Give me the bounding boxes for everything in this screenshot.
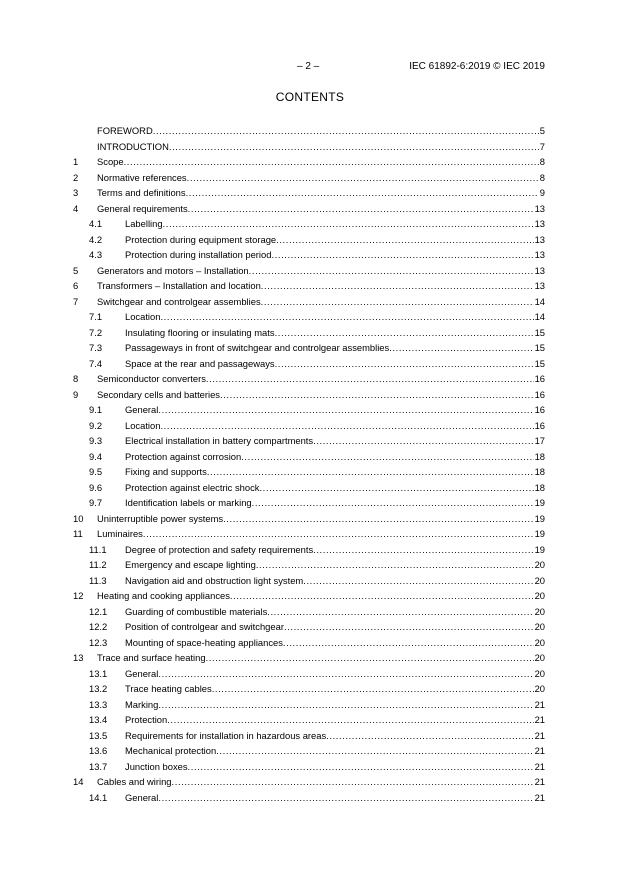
- toc-entry-title: Protection: [125, 714, 168, 725]
- toc-entry-page: 15: [534, 357, 545, 369]
- toc-entry-page: 8: [539, 156, 545, 167]
- toc-entry[interactable]: [73, 697, 545, 713]
- toc-entry-number: 9.7: [89, 497, 103, 508]
- toc-entry-number: 13.1: [89, 667, 108, 679]
- table-of-contents: [73, 123, 545, 805]
- toc-dot-leader: [284, 619, 534, 635]
- toc-dot-leader: [160, 309, 533, 325]
- toc-entry-title: Emergency and escape lighting: [125, 559, 256, 570]
- toc-dot-leader: [124, 154, 539, 170]
- toc-entry[interactable]: [73, 201, 545, 217]
- toc-entry-title: Protection during installation period: [125, 249, 272, 260]
- toc-entry-title: Mechanical protection: [125, 745, 217, 756]
- toc-entry-number: 7.1: [89, 311, 103, 322]
- toc-entry-title: Requirements for installation in hazardous areas: [125, 729, 327, 741]
- toc-entry-page: 17: [534, 435, 545, 446]
- toc-entry-number: 9.6: [89, 481, 103, 493]
- toc-entry[interactable]: [73, 573, 545, 589]
- toc-entry-number: 7.2: [89, 326, 103, 338]
- toc-dot-leader: [188, 759, 534, 775]
- toc-entry-number: 9.4: [89, 450, 103, 462]
- toc-entry-number: 2: [73, 171, 79, 183]
- toc-entry[interactable]: [73, 139, 545, 155]
- toc-entry-number: 11.3: [89, 574, 107, 586]
- toc-entry-number: 9.1: [89, 404, 103, 415]
- toc-entry[interactable]: [73, 526, 545, 542]
- toc-entry[interactable]: [73, 464, 545, 480]
- toc-dot-leader: [158, 790, 533, 806]
- toc-entry-title: INTRODUCTION: [97, 140, 169, 152]
- toc-entry[interactable]: [73, 247, 545, 263]
- toc-dot-leader: [267, 604, 533, 620]
- toc-entry[interactable]: [73, 185, 545, 201]
- toc-entry-title: Normative references: [97, 171, 187, 183]
- toc-entry-page: 20: [534, 574, 545, 586]
- toc-dot-leader: [172, 774, 534, 790]
- toc-entry-number: 14.1: [89, 791, 108, 803]
- toc-entry-page: 13: [534, 218, 545, 229]
- toc-entry-title: Generators and motors – Installation: [97, 264, 249, 276]
- toc-entry-number: 7.4: [89, 357, 103, 369]
- toc-entry-title: Insulating flooring or insulating mats: [125, 326, 275, 338]
- toc-entry-page: 21: [534, 745, 545, 756]
- toc-entry-page: 21: [534, 698, 545, 710]
- toc-dot-leader: [160, 418, 533, 434]
- toc-entry-title: Location: [125, 311, 161, 322]
- page-number: – 2 –: [297, 61, 320, 72]
- toc-entry[interactable]: [73, 387, 545, 403]
- toc-entry-number: 4: [73, 202, 79, 214]
- toc-entry-page: 19: [534, 512, 545, 524]
- toc-dot-leader: [259, 480, 533, 496]
- toc-dot-leader: [158, 402, 533, 418]
- toc-entry-title: Trace and surface heating: [97, 652, 206, 663]
- toc-entry-number: 4.2: [89, 233, 103, 245]
- toc-entry[interactable]: [73, 340, 545, 356]
- toc-dot-leader: [283, 635, 534, 651]
- toc-entry-page: 20: [534, 559, 545, 570]
- toc-entry-title: Marking: [125, 698, 159, 710]
- toc-dot-leader: [223, 511, 533, 527]
- toc-entry[interactable]: [73, 433, 545, 449]
- toc-entry-title: Guarding of combustible materials: [125, 605, 268, 617]
- toc-entry-number: 12.3: [89, 636, 108, 648]
- toc-entry-page: 21: [534, 714, 545, 725]
- toc-entry-page: 16: [534, 419, 545, 431]
- toc-entry[interactable]: [73, 619, 545, 635]
- toc-dot-leader: [153, 123, 539, 139]
- toc-entry-page: 13: [534, 233, 545, 245]
- toc-entry-number: 7: [73, 295, 79, 307]
- toc-entry-number: 1: [73, 156, 79, 167]
- toc-entry[interactable]: [73, 216, 545, 232]
- toc-entry-number: 11: [73, 528, 83, 539]
- toc-entry[interactable]: [73, 759, 545, 775]
- page-header: [0, 61, 620, 75]
- toc-entry[interactable]: [73, 294, 545, 310]
- toc-entry-page: 20: [534, 605, 545, 617]
- toc-entry-title: General requirements: [97, 202, 188, 214]
- toc-dot-leader: [187, 170, 539, 186]
- toc-entry-title: Location: [125, 419, 161, 431]
- toc-dot-leader: [216, 743, 533, 759]
- toc-entry-page: 15: [534, 326, 545, 338]
- toc-entry[interactable]: [73, 402, 545, 418]
- toc-entry-page: 14: [534, 295, 545, 307]
- toc-entry[interactable]: [73, 371, 545, 387]
- toc-entry-page: 18: [534, 481, 545, 493]
- document-reference: IEC 61892-6:2019 © IEC 2019: [409, 61, 545, 72]
- toc-entry-title: Passageways in front of switchgear and controlgear assemblies: [125, 342, 390, 353]
- toc-entry[interactable]: [73, 495, 545, 511]
- toc-entry-number: 9.5: [89, 466, 103, 477]
- toc-dot-leader: [241, 449, 533, 465]
- toc-dot-leader: [206, 371, 534, 387]
- toc-entry[interactable]: [73, 170, 545, 186]
- toc-entry-page: 14: [534, 311, 545, 322]
- toc-dot-leader: [303, 573, 533, 589]
- toc-entry[interactable]: [73, 790, 545, 806]
- toc-dot-leader: [275, 356, 534, 372]
- toc-entry[interactable]: [73, 511, 545, 527]
- toc-entry-number: 4.1: [89, 218, 103, 229]
- toc-entry[interactable]: [73, 557, 545, 573]
- toc-entry[interactable]: [73, 542, 545, 558]
- toc-entry-page: 13: [534, 249, 545, 260]
- toc-dot-leader: [169, 139, 539, 155]
- toc-entry-number: 10: [73, 512, 84, 524]
- toc-entry-number: 3: [73, 187, 79, 198]
- toc-entry-title: Mounting of space-heating appliances: [125, 636, 283, 648]
- page-title: CONTENTS: [275, 90, 345, 104]
- toc-entry-number: 12: [73, 590, 84, 601]
- toc-entry[interactable]: [73, 712, 545, 728]
- toc-dot-leader: [252, 495, 534, 511]
- toc-dot-leader: [220, 387, 534, 403]
- toc-dot-leader: [261, 294, 534, 310]
- toc-dot-leader: [313, 433, 533, 449]
- toc-entry[interactable]: [73, 681, 545, 697]
- toc-entry-page: 5: [539, 125, 545, 136]
- toc-entry[interactable]: [73, 650, 545, 666]
- toc-entry[interactable]: [73, 325, 545, 341]
- toc-entry-number: 12.1: [89, 605, 108, 617]
- toc-entry-title: Electrical installation in battery compartments: [125, 435, 314, 446]
- toc-entry-page: 20: [534, 590, 545, 601]
- toc-dot-leader: [271, 247, 533, 263]
- toc-entry-page: 21: [534, 760, 545, 772]
- toc-dot-leader: [158, 697, 533, 713]
- toc-dot-leader: [389, 340, 533, 356]
- toc-entry-number: 11.2: [89, 559, 107, 570]
- toc-entry-number: 13.3: [89, 698, 108, 710]
- toc-entry[interactable]: [73, 728, 545, 744]
- toc-entry-number: 14: [73, 776, 84, 787]
- toc-dot-leader: [158, 666, 533, 682]
- toc-entry[interactable]: [73, 418, 545, 434]
- toc-dot-leader: [256, 557, 534, 573]
- toc-entry-number: 8: [73, 373, 79, 384]
- toc-entry-number: 13.7: [89, 760, 108, 772]
- toc-entry-title: Scope: [97, 156, 124, 167]
- toc-entry[interactable]: [73, 356, 545, 372]
- toc-entry-page: 16: [534, 404, 545, 415]
- toc-entry-page: 21: [534, 791, 545, 803]
- toc-entry-title: Junction boxes: [125, 760, 188, 772]
- toc-entry-number: 9.2: [89, 419, 103, 431]
- toc-entry-title: Identification labels or marking: [125, 497, 252, 508]
- toc-entry-page: 21: [534, 729, 545, 741]
- toc-entry-page: 20: [534, 683, 545, 694]
- toc-entry-title: Switchgear and controlgear assemblies: [97, 295, 261, 307]
- toc-dot-leader: [249, 263, 534, 279]
- toc-entry-page: 13: [534, 264, 545, 276]
- toc-entry[interactable]: [73, 666, 545, 682]
- toc-entry-number: 9.3: [89, 435, 103, 446]
- toc-entry[interactable]: [73, 774, 545, 790]
- toc-entry-title: FOREWORD: [97, 125, 153, 136]
- toc-entry-number: 13.2: [89, 683, 108, 694]
- toc-entry-page: 7: [539, 140, 545, 152]
- toc-entry-title: General: [125, 404, 159, 415]
- toc-dot-leader: [207, 464, 534, 480]
- toc-entry-title: Position of controlgear and switchgear: [125, 621, 284, 632]
- toc-entry-title: General: [125, 667, 159, 679]
- toc-entry-title: Protection during equipment storage: [125, 233, 277, 245]
- toc-entry[interactable]: [73, 588, 545, 604]
- toc-entry[interactable]: [73, 232, 545, 248]
- toc-entry[interactable]: [73, 449, 545, 465]
- toc-entry-title: General: [125, 791, 159, 803]
- toc-entry-page: 9: [539, 187, 545, 198]
- toc-entry[interactable]: [73, 743, 545, 759]
- toc-entry-title: Protection against electric shock: [125, 481, 260, 493]
- toc-entry-title: Trace heating cables: [125, 683, 212, 694]
- toc-entry-title: Heating and cooking appliances: [97, 590, 230, 601]
- toc-dot-leader: [143, 526, 534, 542]
- toc-entry-page: 19: [534, 528, 545, 539]
- toc-entry[interactable]: [73, 480, 545, 496]
- toc-entry-page: 8: [539, 171, 545, 183]
- toc-entry[interactable]: [73, 635, 545, 651]
- toc-entry-page: 20: [534, 667, 545, 679]
- toc-dot-leader: [276, 232, 533, 248]
- toc-entry-page: 20: [534, 636, 545, 648]
- toc-entry-number: 7.3: [89, 342, 103, 353]
- toc-entry-number: 13: [73, 652, 84, 663]
- toc-dot-leader: [186, 185, 539, 201]
- toc-dot-leader: [275, 325, 534, 341]
- toc-entry-page: 18: [534, 450, 545, 462]
- toc-entry-title: Navigation aid and obstruction light system: [125, 574, 304, 586]
- toc-entry-title: Terms and definitions: [97, 187, 186, 198]
- toc-entry-number: 9: [73, 388, 79, 400]
- toc-dot-leader: [188, 201, 534, 217]
- toc-entry-title: Secondary cells and batteries: [97, 388, 220, 400]
- toc-entry-page: 16: [534, 373, 545, 384]
- toc-dot-leader: [163, 216, 534, 232]
- toc-entry-page: 19: [534, 543, 545, 555]
- toc-entry-number: 12.2: [89, 621, 108, 632]
- toc-entry-title: Uninterruptible power systems: [97, 512, 224, 524]
- toc-entry-title: Cables and wiring: [97, 776, 172, 787]
- toc-entry-title: Protection against corrosion: [125, 450, 242, 462]
- toc-entry[interactable]: [73, 123, 545, 139]
- toc-dot-leader: [230, 588, 534, 604]
- toc-entry-page: 13: [534, 280, 545, 291]
- toc-entry-number: 13.4: [89, 714, 108, 725]
- toc-dot-leader: [206, 650, 534, 666]
- toc-entry-number: 6: [73, 280, 79, 291]
- toc-entry[interactable]: [73, 309, 545, 325]
- toc-entry-page: 13: [534, 202, 545, 214]
- toc-entry-number: 13.5: [89, 729, 108, 741]
- toc-dot-leader: [167, 712, 533, 728]
- toc-entry[interactable]: [73, 604, 545, 620]
- toc-dot-leader: [212, 681, 534, 697]
- toc-entry-page: 20: [534, 621, 545, 632]
- toc-entry-number: 5: [73, 264, 79, 276]
- toc-entry-number: 4.3: [89, 249, 103, 260]
- toc-entry-page: 15: [534, 342, 545, 353]
- toc-entry-title: Space at the rear and passageways: [125, 357, 275, 369]
- toc-dot-leader: [261, 278, 534, 294]
- toc-dot-leader: [326, 728, 533, 744]
- toc-entry[interactable]: [73, 263, 545, 279]
- toc-entry-page: 20: [534, 652, 545, 663]
- toc-entry-title: Luminaires: [97, 528, 143, 539]
- toc-entry-page: 18: [534, 466, 545, 477]
- toc-entry-title: Fixing and supports: [125, 466, 207, 477]
- toc-entry-title: Semiconductor converters: [97, 373, 206, 384]
- toc-entry-number: 13.6: [89, 745, 108, 756]
- toc-entry-title: Labelling: [125, 218, 163, 229]
- toc-entry[interactable]: [73, 278, 545, 294]
- toc-entry-title: Transformers – Installation and location: [97, 280, 261, 291]
- toc-dot-leader: [313, 542, 533, 558]
- toc-entry-page: 16: [534, 388, 545, 400]
- toc-entry-number: 11.1: [89, 543, 107, 555]
- toc-entry-page: 19: [534, 497, 545, 508]
- toc-entry-page: 21: [534, 776, 545, 787]
- toc-entry-title: Degree of protection and safety requirements: [125, 543, 314, 555]
- toc-entry[interactable]: [73, 154, 545, 170]
